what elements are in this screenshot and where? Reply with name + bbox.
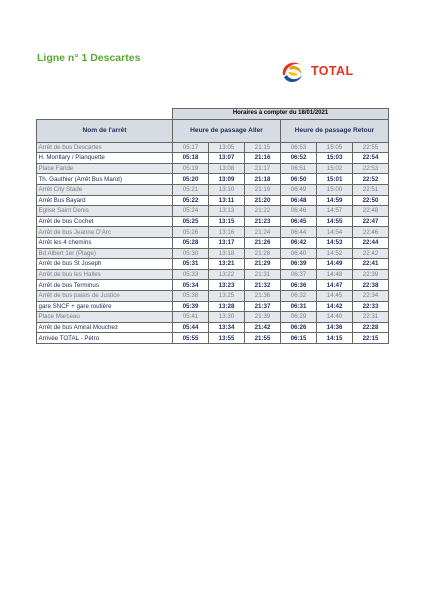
stop-name-cell: Bd Albert 1er (Plage) (37, 248, 173, 259)
time-cell: 22:52 (353, 174, 389, 185)
stop-name-cell: Arrêt de bus Amiral Mouchez (37, 322, 173, 333)
document-title: Ligne n° 1 Descartes (37, 52, 141, 64)
table-row (37, 163, 389, 174)
stop-column-header: Nom de l'arrêt (37, 119, 173, 142)
time-cell: 05:33 (173, 269, 209, 280)
time-cell: 05:38 (173, 290, 209, 301)
time-cell: 15:05 (317, 142, 353, 153)
time-cell: 14:45 (317, 290, 353, 301)
stop-name-cell: Arrêt de bus Terminus (37, 280, 173, 291)
time-cell: 06:37 (281, 269, 317, 280)
time-cell: 05:18 (173, 153, 209, 164)
stop-name-cell: Eglise Saint Denis (37, 206, 173, 217)
stop-name-cell: Arrêt de bus St Joseph (37, 259, 173, 270)
table-row (37, 227, 389, 238)
time-cell: 06:44 (281, 227, 317, 238)
time-cell: 13:11 (209, 195, 245, 206)
time-cell: 05:19 (173, 163, 209, 174)
table-row (37, 206, 389, 217)
time-cell: 22:42 (353, 248, 389, 259)
time-cell: 06:32 (281, 290, 317, 301)
time-cell: 06:51 (281, 163, 317, 174)
table-row (37, 237, 389, 248)
retour-column-header: Heure de passage Retour (281, 119, 389, 142)
table-row (37, 280, 389, 291)
time-cell: 05:44 (173, 322, 209, 333)
time-cell: 21:32 (245, 280, 281, 291)
time-cell: 14:59 (317, 195, 353, 206)
aller-column-header: Heure de passage Aller (173, 119, 281, 142)
table-row (37, 153, 389, 164)
stop-name-cell: Arrivée TOTAL - Pétro (37, 333, 173, 344)
time-cell: 13:25 (209, 290, 245, 301)
table-row (37, 195, 389, 206)
time-cell: 22:44 (353, 237, 389, 248)
time-cell: 22:15 (353, 333, 389, 344)
time-cell: 13:10 (209, 184, 245, 195)
time-cell: 06:31 (281, 301, 317, 312)
time-cell: 06:36 (281, 280, 317, 291)
table-row (37, 312, 389, 323)
stop-name-cell: gare SNCF + gare routière (37, 301, 173, 312)
stop-name-cell: Th. Gauthier (Arrêt Bus Marot) (37, 174, 173, 185)
table-row (37, 216, 389, 227)
table-row (37, 142, 389, 153)
time-cell: 22:39 (353, 269, 389, 280)
time-cell: 21:42 (245, 322, 281, 333)
stop-name-cell: Arrêt de bus les Halles (37, 269, 173, 280)
time-cell: 13:22 (209, 269, 245, 280)
period-row (37, 109, 389, 120)
time-cell: 13:16 (209, 227, 245, 238)
time-cell: 21:31 (245, 269, 281, 280)
time-cell: 21:37 (245, 301, 281, 312)
time-cell: 21:17 (245, 163, 281, 174)
time-cell: 22:46 (353, 227, 389, 238)
time-cell: 13:17 (209, 237, 245, 248)
time-cell: 05:28 (173, 237, 209, 248)
brand-name: TOTAL (311, 64, 354, 78)
time-cell: 06:53 (281, 142, 317, 153)
time-cell: 14:57 (317, 206, 353, 217)
time-cell: 21:22 (245, 206, 281, 217)
time-cell: 05:25 (173, 216, 209, 227)
table-row (37, 269, 389, 280)
stop-name-cell: Arrêt de bus Descartes (37, 142, 173, 153)
time-cell: 15:01 (317, 174, 353, 185)
time-cell: 22:28 (353, 322, 389, 333)
time-cell: 14:55 (317, 216, 353, 227)
time-cell: 06:29 (281, 312, 317, 323)
time-cell: 13:21 (209, 259, 245, 270)
total-logo-icon (277, 57, 307, 87)
time-cell: 06:39 (281, 259, 317, 270)
time-cell: 21:23 (245, 216, 281, 227)
time-cell: 22:31 (353, 312, 389, 323)
time-cell: 21:39 (245, 312, 281, 323)
time-cell: 13:07 (209, 153, 245, 164)
time-cell: 21:20 (245, 195, 281, 206)
time-cell: 22:34 (353, 290, 389, 301)
time-cell: 13:30 (209, 312, 245, 323)
time-cell: 13:13 (209, 206, 245, 217)
time-cell: 05:22 (173, 195, 209, 206)
time-cell: 22:41 (353, 259, 389, 270)
time-cell: 13:55 (209, 333, 245, 344)
time-cell: 21:18 (245, 174, 281, 185)
time-cell: 13:18 (209, 248, 245, 259)
time-cell: 21:55 (245, 333, 281, 344)
time-cell: 06:50 (281, 174, 317, 185)
time-cell: 22:55 (353, 142, 389, 153)
time-cell: 22:54 (353, 153, 389, 164)
time-cell: 06:26 (281, 322, 317, 333)
time-cell: 05:17 (173, 142, 209, 153)
table-row (37, 259, 389, 270)
time-cell: 22:33 (353, 301, 389, 312)
time-cell: 21:19 (245, 184, 281, 195)
time-cell: 21:15 (245, 142, 281, 153)
time-cell: 14:36 (317, 322, 353, 333)
period-header: Horaires à compter du 18/01/2021 (173, 109, 389, 120)
time-cell: 13:23 (209, 280, 245, 291)
stop-name-cell: Arrêt City Stade (37, 184, 173, 195)
time-cell: 05:21 (173, 184, 209, 195)
time-cell: 21:24 (245, 227, 281, 238)
time-cell: 22:47 (353, 216, 389, 227)
time-cell: 22:50 (353, 195, 389, 206)
time-cell: 05:41 (173, 312, 209, 323)
stop-name-cell: H. Montlary / Planquette (37, 153, 173, 164)
table-row (37, 333, 389, 344)
table-row (37, 248, 389, 259)
time-cell: 15:03 (317, 153, 353, 164)
time-cell: 14:49 (317, 259, 353, 270)
time-cell: 14:53 (317, 237, 353, 248)
timetable (36, 108, 389, 344)
time-cell: 21:26 (245, 237, 281, 248)
time-cell: 05:20 (173, 174, 209, 185)
time-cell: 06:49 (281, 184, 317, 195)
time-cell: 21:29 (245, 259, 281, 270)
stop-name-cell: Arrêt de bus palais de Justice (37, 290, 173, 301)
time-cell: 06:46 (281, 206, 317, 217)
table-row (37, 301, 389, 312)
table-row (37, 184, 389, 195)
time-cell: 14:47 (317, 280, 353, 291)
time-cell: 13:28 (209, 301, 245, 312)
time-cell: 06:40 (281, 248, 317, 259)
time-cell: 22:51 (353, 184, 389, 195)
time-cell: 05:34 (173, 280, 209, 291)
time-cell: 05:26 (173, 227, 209, 238)
time-cell: 05:30 (173, 248, 209, 259)
time-cell: 14:48 (317, 269, 353, 280)
time-cell: 13:34 (209, 322, 245, 333)
time-cell: 06:48 (281, 195, 317, 206)
time-cell: 14:42 (317, 301, 353, 312)
time-cell: 14:54 (317, 227, 353, 238)
stop-name-cell: Place Faride (37, 163, 173, 174)
time-cell: 22:38 (353, 280, 389, 291)
stop-name-cell: Arrêt de bus Cochet (37, 216, 173, 227)
time-cell: 05:31 (173, 259, 209, 270)
time-cell: 21:16 (245, 153, 281, 164)
time-cell: 13:15 (209, 216, 245, 227)
table-row (37, 290, 389, 301)
time-cell: 05:55 (173, 333, 209, 344)
stop-name-cell: Arrêt Bus Bayard (37, 195, 173, 206)
time-cell: 15:02 (317, 163, 353, 174)
time-cell: 22:53 (353, 163, 389, 174)
time-cell: 06:45 (281, 216, 317, 227)
time-cell: 05:39 (173, 301, 209, 312)
header-row (37, 119, 389, 142)
time-cell: 22:48 (353, 206, 389, 217)
time-cell: 06:15 (281, 333, 317, 344)
time-cell: 15:00 (317, 184, 353, 195)
time-cell: 14:52 (317, 248, 353, 259)
time-cell: 13:08 (209, 163, 245, 174)
time-cell: 05:24 (173, 206, 209, 217)
table-row (37, 174, 389, 185)
time-cell: 06:52 (281, 153, 317, 164)
time-cell: 13:05 (209, 142, 245, 153)
time-cell: 06:42 (281, 237, 317, 248)
stop-name-cell: Place Marceau (37, 312, 173, 323)
time-cell: 13:09 (209, 174, 245, 185)
stop-name-cell: Arrêt les 4 chemins (37, 237, 173, 248)
time-cell: 14:15 (317, 333, 353, 344)
table-row (37, 322, 389, 333)
time-cell: 14:40 (317, 312, 353, 323)
time-cell: 21:28 (245, 248, 281, 259)
stop-name-cell: Arrêt de bus Jeanne D'Arc (37, 227, 173, 238)
time-cell: 21:36 (245, 290, 281, 301)
